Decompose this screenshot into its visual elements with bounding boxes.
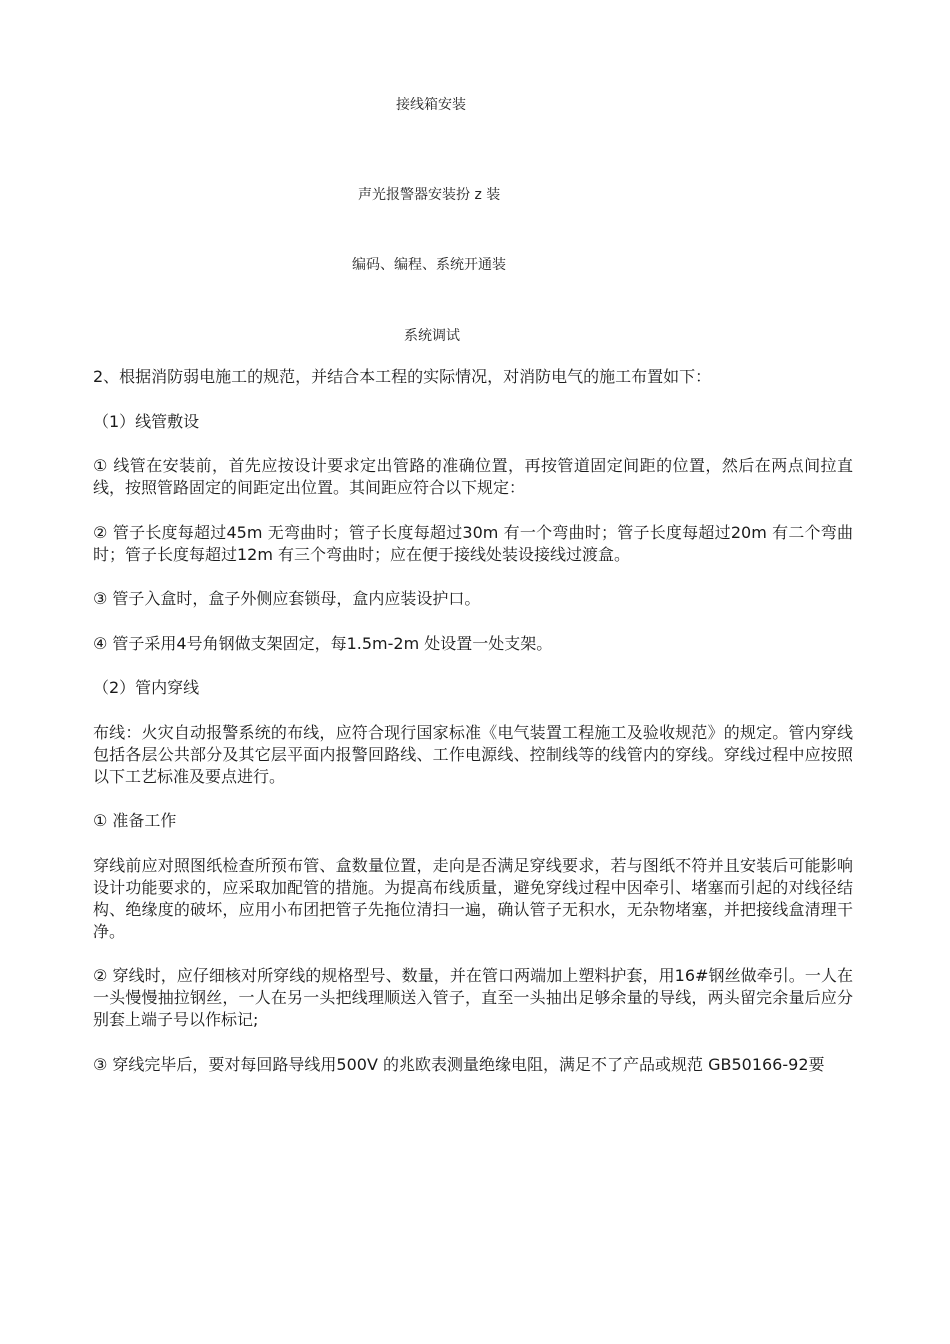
wiring-paragraph: 布线：火灾自动报警系统的布线，应符合现行国家标准《电气装置工程施工及验收规范》的规定。管内穿线包括各层公共部分及其它层平面内报警回路线、工作电源线、控制线等的线管内的穿线。穿线过程中应按照以下工艺标准及要点进行。 (93, 722, 853, 786)
threading-item-3: ③ 穿线完毕后，要对每回路导线用500V 的兆欧表测量绝缘电阻，满足不了产品或规范 GB50166-92要 (93, 1054, 825, 1074)
flow-step-junction-box: 接线箱安装 (396, 97, 466, 113)
heading-preparation: ① 准备工作 (93, 811, 177, 830)
document-body (93, 366, 853, 1098)
flow-step-debug: 系统调试 (404, 328, 460, 344)
threading-item-2: ② 穿线时，应仔细核对所穿线的规格型号、数量，并在管口两端加上塑料护套，用16#钢丝做牵引。一人在一头慢慢抽拉钢丝，一人在另一头把线理顺送入管子，直至一头抽出足够余量的导线，两头留完余量后应分别套上端子号以作标记; (93, 966, 853, 1029)
conduit-item-1: ① 线管在安装前，首先应按设计要求定出管路的准确位置，再按管道固定间距的位置，然后在两点间拉直线，按照管路固定的间距定出位置。其间距应符合以下规定： (93, 456, 853, 497)
heading-conduit-laying: （1）线管敷设 (93, 411, 200, 431)
conduit-item-2: ② 管子长度每超过45m 无弯曲时；管子长度每超过30m 有一个弯曲时；管子长度每超过20m 有二个弯曲时；管子长度每超过12m 有三个弯曲时；应在便于接线处装设接线过渡盒。 (93, 522, 853, 564)
flow-step-coding: 编码、编程、系统开通装 (352, 257, 506, 273)
section-intro: 2、根据消防弱电施工的规范，并结合本工程的实际情况，对消防电气的施工布置如下： (93, 367, 712, 386)
conduit-item-3: ③ 管子入盒时，盒子外侧应套锁母，盒内应装设护口。 (93, 589, 481, 608)
flow-step-alarm-install: 声光报警器安装扮 z 装 (358, 187, 501, 203)
heading-wire-threading: （2）管内穿线 (93, 678, 200, 697)
preparation-paragraph: 穿线前应对照图纸检查所预布管、盒数量位置，走向是否满足穿线要求，若与图纸不符并且安装后可能影响设计功能要求的，应采取加配管的措施。为提高布线质量，避免穿线过程中因牵引、堵塞而引起的对线径结构、绝缘度的破坏，应用小布团把管子先拖位清扫一遍，确认管子无积水，无杂物堵塞，并把接线盒清理干净。 (93, 855, 853, 941)
conduit-item-4: ④ 管子采用4号角钢做支架固定，每1.5m-2m 处设置一处支架。 (93, 633, 553, 653)
